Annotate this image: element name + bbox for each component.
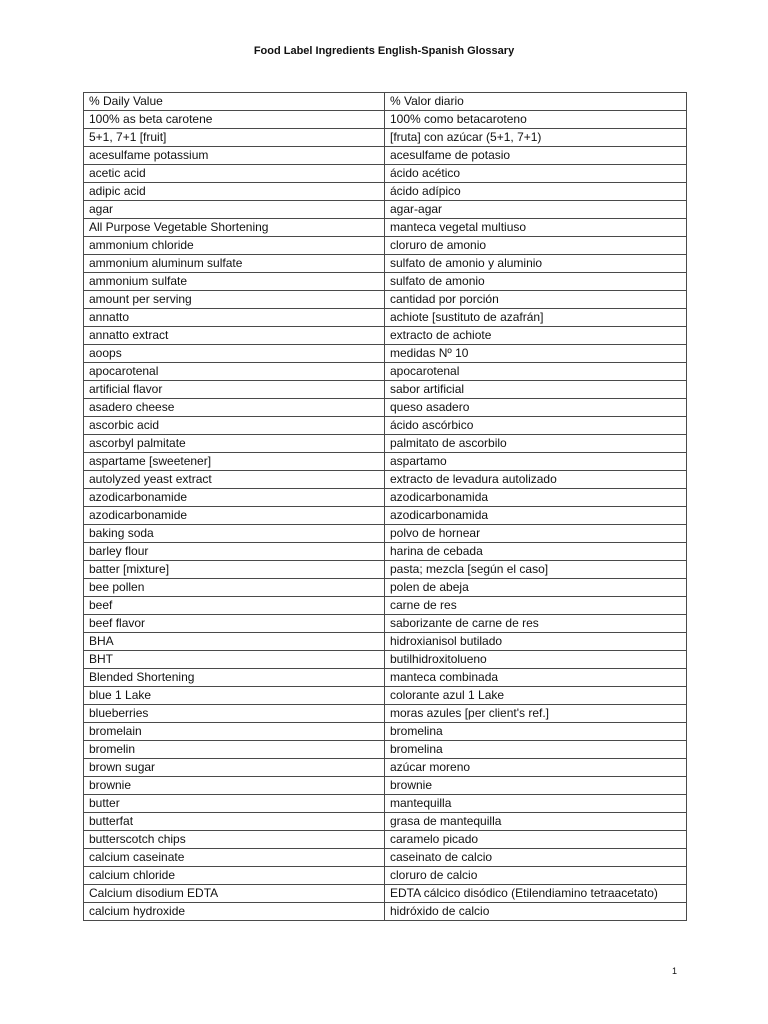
english-term: asadero cheese (84, 399, 385, 417)
table-row (84, 759, 687, 777)
spanish-term: azodicarbonamida (385, 507, 687, 525)
table-row (84, 831, 687, 849)
english-term: calcium caseinate (84, 849, 385, 867)
english-term: bee pollen (84, 579, 385, 597)
table-row (84, 417, 687, 435)
english-term: 5+1, 7+1 [fruit] (84, 129, 385, 147)
table-row (84, 543, 687, 561)
table-row (84, 435, 687, 453)
document-title: Food Label Ingredients English-Spanish Glossary (253, 45, 515, 57)
spanish-term: bromelina (385, 741, 687, 759)
english-term: blue 1 Lake (84, 687, 385, 705)
spanish-term: palmitato de ascorbilo (385, 435, 687, 453)
spanish-term: achiote [sustituto de azafrán] (385, 309, 687, 327)
table-row (84, 561, 687, 579)
spanish-term: ácido ascórbico (385, 417, 687, 435)
english-term: agar (84, 201, 385, 219)
english-term: ascorbyl palmitate (84, 435, 385, 453)
spanish-term: caramelo picado (385, 831, 687, 849)
spanish-term: moras azules [per client's ref.] (385, 705, 687, 723)
spanish-term: azúcar moreno (385, 759, 687, 777)
spanish-term: [fruta] con azúcar (5+1, 7+1) (385, 129, 687, 147)
spanish-term: polen de abeja (385, 579, 687, 597)
table-row (84, 813, 687, 831)
spanish-term: cloruro de calcio (385, 867, 687, 885)
english-term: barley flour (84, 543, 385, 561)
spanish-term: % Valor diario (385, 93, 687, 111)
table-row (84, 903, 687, 921)
english-term: amount per serving (84, 291, 385, 309)
spanish-term: bromelina (385, 723, 687, 741)
spanish-term: sabor artificial (385, 381, 687, 399)
table-row (84, 363, 687, 381)
spanish-term: caseinato de calcio (385, 849, 687, 867)
english-term: ammonium aluminum sulfate (84, 255, 385, 273)
spanish-term: cloruro de amonio (385, 237, 687, 255)
spanish-term: manteca vegetal multiuso (385, 219, 687, 237)
english-term: calcium chloride (84, 867, 385, 885)
english-term: annatto (84, 309, 385, 327)
table-row (84, 687, 687, 705)
spanish-term: hidroxianisol butilado (385, 633, 687, 651)
spanish-term: sulfato de amonio (385, 273, 687, 291)
english-term: acesulfame potassium (84, 147, 385, 165)
spanish-term: queso asadero (385, 399, 687, 417)
spanish-term: EDTA cálcico disódico (Etilendiamino tetraacetato) (385, 885, 687, 903)
table-row (84, 741, 687, 759)
glossary-table (83, 92, 687, 921)
table-row (84, 795, 687, 813)
english-term: ammonium chloride (84, 237, 385, 255)
spanish-term: pasta; mezcla [según el caso] (385, 561, 687, 579)
table-row (84, 147, 687, 165)
spanish-term: ácido acético (385, 165, 687, 183)
table-row (84, 507, 687, 525)
english-term: beef flavor (84, 615, 385, 633)
english-term: brownie (84, 777, 385, 795)
english-term: bromelain (84, 723, 385, 741)
spanish-term: extracto de levadura autolizado (385, 471, 687, 489)
table-row (84, 381, 687, 399)
table-row (84, 867, 687, 885)
spanish-term: apocarotenal (385, 363, 687, 381)
spanish-term: extracto de achiote (385, 327, 687, 345)
english-term: Blended Shortening (84, 669, 385, 687)
spanish-term: medidas Nº 10 (385, 345, 687, 363)
table-row (84, 777, 687, 795)
page-number: 1 (672, 966, 678, 976)
spanish-term: butilhidroxitolueno (385, 651, 687, 669)
spanish-term: sulfato de amonio y aluminio (385, 255, 687, 273)
spanish-term: manteca combinada (385, 669, 687, 687)
spanish-term: grasa de mantequilla (385, 813, 687, 831)
table-row (84, 309, 687, 327)
english-term: BHT (84, 651, 385, 669)
spanish-term: aspartamo (385, 453, 687, 471)
table-row (84, 489, 687, 507)
spanish-term: 100% como betacaroteno (385, 111, 687, 129)
english-term: % Daily Value (84, 93, 385, 111)
table-row (84, 597, 687, 615)
spanish-term: cantidad por porción (385, 291, 687, 309)
english-term: All Purpose Vegetable Shortening (84, 219, 385, 237)
english-term: autolyzed yeast extract (84, 471, 385, 489)
spanish-term: ácido adípico (385, 183, 687, 201)
table-row (84, 525, 687, 543)
english-term: azodicarbonamide (84, 507, 385, 525)
english-term: butterfat (84, 813, 385, 831)
english-term: calcium hydroxide (84, 903, 385, 921)
english-term: annatto extract (84, 327, 385, 345)
table-row (84, 237, 687, 255)
table-row (84, 849, 687, 867)
table-row (84, 183, 687, 201)
english-term: azodicarbonamide (84, 489, 385, 507)
table-row (84, 471, 687, 489)
table-row (84, 129, 687, 147)
table-row (84, 219, 687, 237)
spanish-term: brownie (385, 777, 687, 795)
table-row (84, 111, 687, 129)
english-term: brown sugar (84, 759, 385, 777)
english-term: baking soda (84, 525, 385, 543)
table-row (84, 399, 687, 417)
table-row (84, 885, 687, 903)
spanish-term: azodicarbonamida (385, 489, 687, 507)
table-row (84, 93, 687, 111)
english-term: aspartame [sweetener] (84, 453, 385, 471)
english-term: acetic acid (84, 165, 385, 183)
english-term: bromelin (84, 741, 385, 759)
english-term: adipic acid (84, 183, 385, 201)
english-term: Calcium disodium EDTA (84, 885, 385, 903)
table-row (84, 705, 687, 723)
english-term: artificial flavor (84, 381, 385, 399)
spanish-term: polvo de hornear (385, 525, 687, 543)
table-row (84, 453, 687, 471)
table-row (84, 579, 687, 597)
glossary-table-body (84, 93, 687, 921)
english-term: ammonium sulfate (84, 273, 385, 291)
table-row (84, 615, 687, 633)
spanish-term: colorante azul 1 Lake (385, 687, 687, 705)
english-term: blueberries (84, 705, 385, 723)
english-term: BHA (84, 633, 385, 651)
spanish-term: agar-agar (385, 201, 687, 219)
english-term: batter [mixture] (84, 561, 385, 579)
english-term: 100% as beta carotene (84, 111, 385, 129)
english-term: apocarotenal (84, 363, 385, 381)
table-row (84, 723, 687, 741)
table-row (84, 165, 687, 183)
table-row (84, 291, 687, 309)
table-row (84, 273, 687, 291)
table-row (84, 651, 687, 669)
english-term: ascorbic acid (84, 417, 385, 435)
spanish-term: acesulfame de potasio (385, 147, 687, 165)
spanish-term: harina de cebada (385, 543, 687, 561)
english-term: butterscotch chips (84, 831, 385, 849)
spanish-term: saborizante de carne de res (385, 615, 687, 633)
table-row (84, 669, 687, 687)
table-row (84, 255, 687, 273)
spanish-term: mantequilla (385, 795, 687, 813)
table-row (84, 345, 687, 363)
english-term: beef (84, 597, 385, 615)
spanish-term: carne de res (385, 597, 687, 615)
english-term: butter (84, 795, 385, 813)
english-term: aoops (84, 345, 385, 363)
table-row (84, 201, 687, 219)
table-row (84, 633, 687, 651)
table-row (84, 327, 687, 345)
spanish-term: hidróxido de calcio (385, 903, 687, 921)
